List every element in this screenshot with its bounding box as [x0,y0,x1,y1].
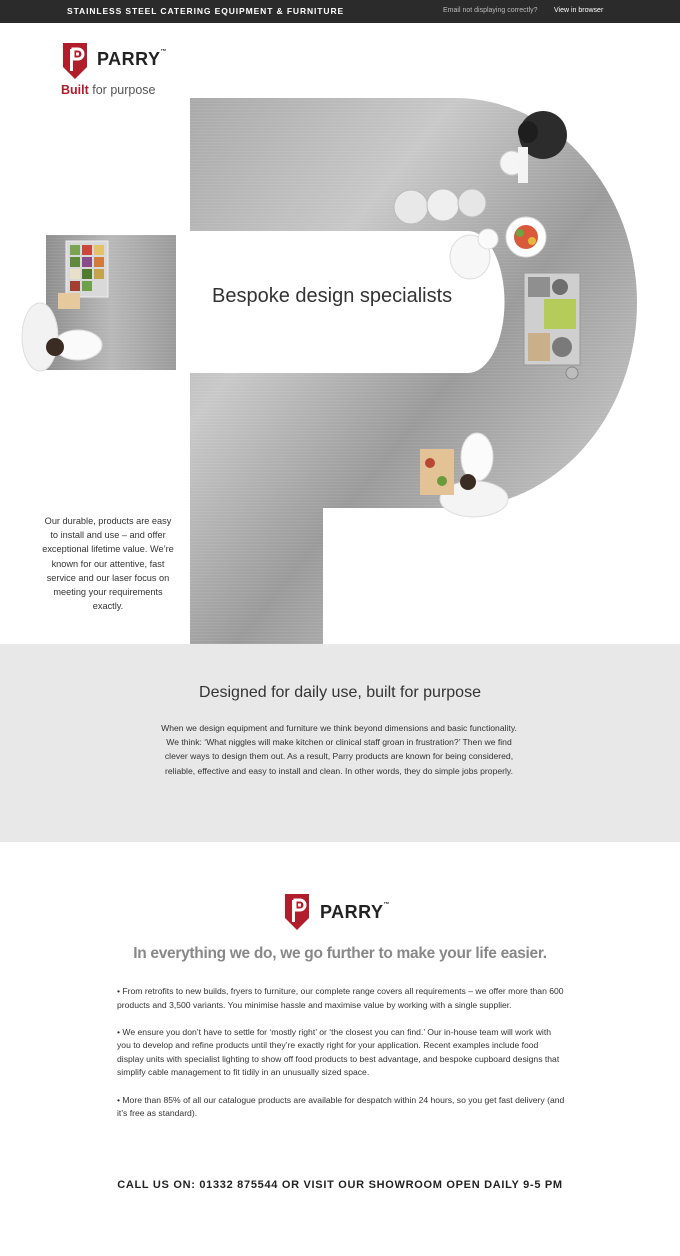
parry-shield-icon [283,891,311,933]
tagline: STAINLESS STEEL CATERING EQUIPMENT & FURNITURE [67,6,345,16]
list-item: • More than 85% of all our catalogue products are available for despatch within 24 hours, so you get fast delivery (and it’s free as standard). [117,1094,565,1119]
call-to-action: CALL US ON: 01332 875544 OR VISIT OUR SHOWROOM OPEN DAILY 9-5 PM [117,1179,563,1191]
hero-intro: Our durable, products are easy to install and use – and offer exceptional lifetime value. We’re known for our attentive, fast service and our laser focus on meeting your requirements exactly. [42,516,174,612]
display-trays [524,273,580,379]
ingredient-tray [66,241,108,297]
slogan: In everything we do, we go further to make your life easier. [133,945,547,962]
brand-name: PARRY™ [97,49,168,69]
list-item: • We ensure you don’t have to settle for ‘mostly right’ or ‘the closest you can find.’ Our in-house team will work with you to develop and refine products until they’re exactly right for your application. Recent examples include food display units with specialist lighting to show off food products to best advantage, and bespoke cupboard designs that simplify cable management to fit tidily in an unusually sized space. [117,1026,560,1078]
daily-use-body: When we design equipment and furniture we think beyond dimensions and basic functionality. We think: ‘What niggles will make kitchen or clinical staff groan in frustration?’ Then we find clever ways to design them out. As a result, Parry products are known for being considered, reliable, effective and easy to install and clean. In other words, they do simple jobs properly. [161,723,517,776]
brand-name: PARRY™ [320,902,391,922]
email-display-question: Email not displaying correctly? [443,7,538,14]
benefits-list [117,985,565,1134]
daily-use-section [0,644,680,842]
parry-logo[interactable] [61,41,181,101]
hero-headline: Bespoke design specialists [212,285,453,307]
hero [0,97,680,644]
top-bar [0,0,680,23]
parry-shield-icon [61,41,89,81]
built-for-purpose: Built for purpose [61,83,156,97]
daily-use-heading: Designed for daily use, built for purpose [199,684,481,701]
parry-logo-footer[interactable] [283,891,403,933]
view-in-browser-link[interactable]: View in browser [554,7,604,14]
list-item: • From retrofits to new builds, fryers to furniture, our complete range covers all requirements – we offer more than 600 products and 3,500 variants. You minimise hassle and maximise value by working with a single supplier. [117,986,564,1010]
